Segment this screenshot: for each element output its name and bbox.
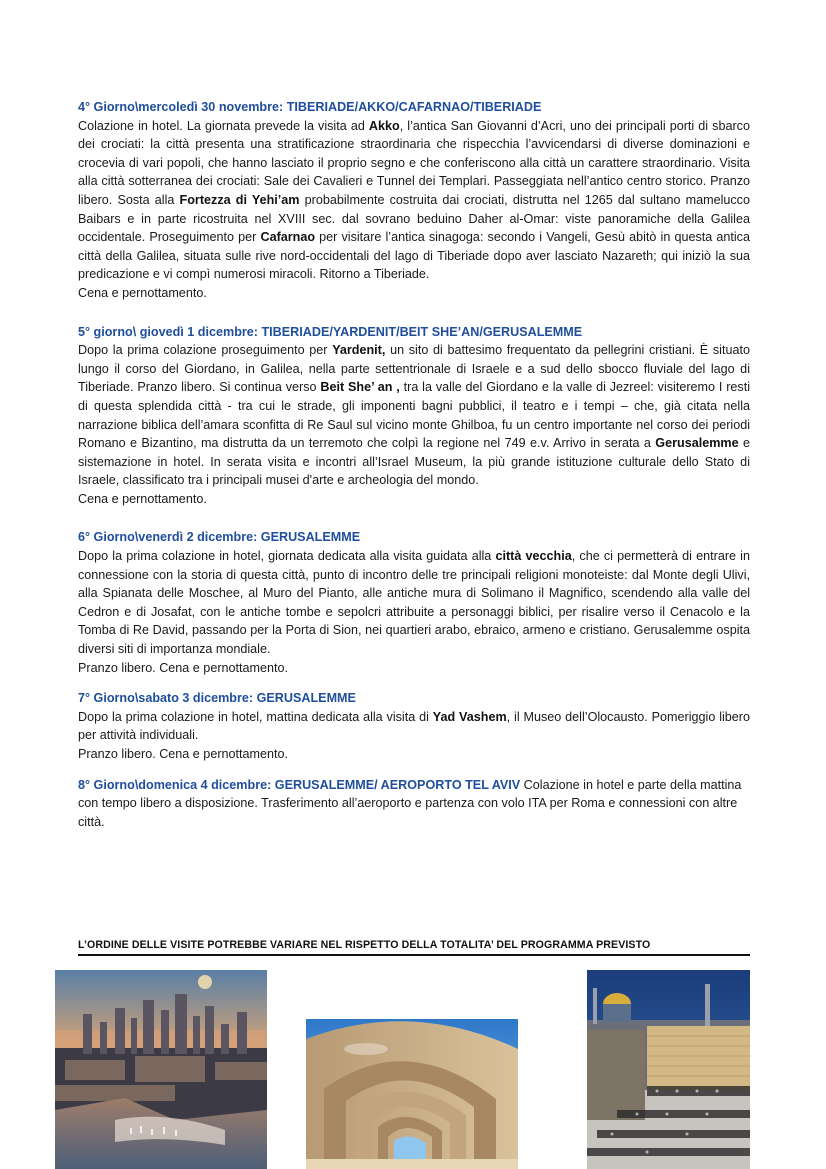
place-yad-vashem: Yad Vashem	[432, 709, 507, 724]
text-span: Dopo la prima colazione in hotel, mattina dedicata alla visita di	[78, 709, 433, 724]
place-yehiam: Fortezza di Yehi’am	[179, 192, 300, 207]
day-4-end: Cena e pernottamento.	[78, 285, 207, 300]
place-beit-shean: Beit She’ an ,	[320, 380, 400, 395]
day-8	[78, 776, 750, 832]
text-span: e sistemazione in hotel. In serata visita e incontri all’Israel Museum, la più grande istituzione culturale dello Stato di Israele, classificato tra i principali musei d'arte e archeologia del mondo.	[78, 436, 750, 488]
day-7	[78, 689, 750, 763]
day-4	[78, 98, 750, 303]
day-4-title: 4° Giorno\mercoledì 30 novembre: TIBERIADE/AKKO/CAFARNAO/TIBERIADE	[78, 100, 542, 114]
day-5-end: Cena e pernottamento.	[78, 491, 207, 506]
text-span: probabilmente costruita dai crociati, distrutta nel 1265 dal sultano mamelucco Baibars e in parte ricostruita nel XVIII sec. dal sovrano beduino Daher al-Omar: viste panoramiche della Galilea occidentale. Proseguimento per	[78, 192, 750, 245]
tel-aviv-skyline-image	[55, 970, 267, 1169]
place-cafarnao: Cafarnao	[260, 230, 316, 245]
tel-aviv-skyline-photo	[55, 970, 267, 1169]
text-span: per visitare l’antica sinagoga: secondo i Vangeli, Gesù abitò in questa antica città della Galilea, situata sulle rive nord-occidentali del lago di Tiberiade dopo aver lasciato Nazareth; qui iniziò la sua predicazione e vi compì numerosi miracoli. Ritorno a Tiberiade.	[78, 230, 750, 282]
day-5-text	[78, 341, 750, 490]
day-6-text	[78, 547, 750, 659]
day-7-text	[78, 708, 750, 745]
text-span: Colazione in hotel e parte della mattina con tempo libero a disposizione. Trasferimento all’aeroporto e partenza con volo ITA per Roma e connessioni con altre città.	[78, 777, 742, 829]
day-5-title: 5° giorno\ giovedì 1 dicembre: TIBERIADE/YARDENIT/BEIT SHE’AN/GERUSALEMME	[78, 324, 583, 339]
western-wall-photo	[587, 970, 750, 1169]
place-akko: Akko	[368, 118, 400, 133]
caesarea-arches-photo	[306, 1019, 518, 1169]
text-span: un sito di battesimo frequentato da pellegrini cristiani. È situato lungo il corso del Giordano, in Galilea, nella parte settentrionale di Israele e a sud dello sbocco fluviale del lago di Tiberiade. Pranzo libero. Si continua verso	[78, 343, 750, 395]
itinerary-notice: L’ORDINE DELLE VISITE POTREBBE VARIARE NEL RISPETTO DELLA TOTALITA’ DEL PROGRAMMA PREVISTO	[78, 939, 750, 956]
text-span: Dopo la prima colazione proseguimento per	[78, 343, 333, 358]
day-6-title: 6° Giorno\venerdì 2 dicembre: GERUSALEMME	[78, 530, 361, 545]
place-yardenit: Yardenit,	[332, 343, 386, 358]
itinerary	[78, 98, 750, 843]
caesarea-arches-image	[306, 1019, 518, 1169]
text-span: , il Museo dell’Olocausto. Pomeriggio libero per attività individuali.	[78, 709, 751, 743]
day-6	[78, 528, 750, 677]
text-span: Colazione in hotel. La giornata prevede la visita ad	[78, 118, 369, 133]
place-citta-vecchia: città vecchia	[495, 549, 572, 564]
text-span: tra la valle del Giordano e la valle di Jezreel: visiteremo I resti di questa splendida città - tra cui le strade, gli imponenti bagni pubblici, il teatro e i tempi – che, già citata nella narrazione biblica dell’amara sconfitta di Re Saul sul vicino monte Ghilboa, fu un centro importante nel corso dei periodi Romano e Bizantino, ma distrutta da un terremoto che colpì la regione nel 749 e.v. Arrivo in serata a	[78, 380, 751, 451]
day-5	[78, 323, 750, 509]
western-wall-image	[587, 970, 750, 1169]
text-span: Dopo la prima colazione in hotel, giornata dedicata alla visita guidata alla	[78, 549, 496, 564]
day-7-end: Pranzo libero. Cena e pernottamento.	[78, 747, 289, 761]
day-8-title: 8° Giorno\domenica 4 dicembre: GERUSALEMME/ AEROPORTO TEL AVIV	[78, 777, 521, 792]
text-span: , l’antica San Giovanni d’Acri, uno dei principali porti di sbarco dei crociati: la città presenta una stratificazione straordinaria che rispecchia l’avvicendarsi di diverse dominazioni e crocevia di vari popoli, che hanno lasciato il proprio segno e che conferiscono alla città un carattere straordinario. Visita alla città sotterranea dei crociati: Sale dei Cavalieri e Tunnel dei Templari. Passeggiata nell’antico centro storico. Pranzo libero. Sosta alla	[78, 118, 750, 207]
day-4-text	[78, 117, 750, 284]
day-8-text	[78, 776, 750, 832]
text-span: , che ci permetterà di entrare in connessione con la storia di questa città, punto di incontro delle tre principali religioni monoteiste: dal Monte degli Ulivi, alla Spianata delle Moschee, al Muro del Pianto, alle antiche mura di Solimano il Magnifico, scendendo alla valle del Cedron e di Josafat, con le antiche tombe e sepolcri attribuite a personaggi biblici, per risalire verso il Cenacolo e la Tomba di Re David, passando per la Porta di Sion, nei quartieri arabo, ebraico, armeno e cristiano. Gerusalemme ospita diversi siti di importanza mondiale.	[78, 549, 750, 657]
place-gerusalemme: Gerusalemme	[655, 436, 739, 451]
day-6-end: Pranzo libero. Cena e pernottamento.	[78, 660, 289, 675]
day-7-title: 7° Giorno\sabato 3 dicembre: GERUSALEMME	[78, 691, 356, 706]
